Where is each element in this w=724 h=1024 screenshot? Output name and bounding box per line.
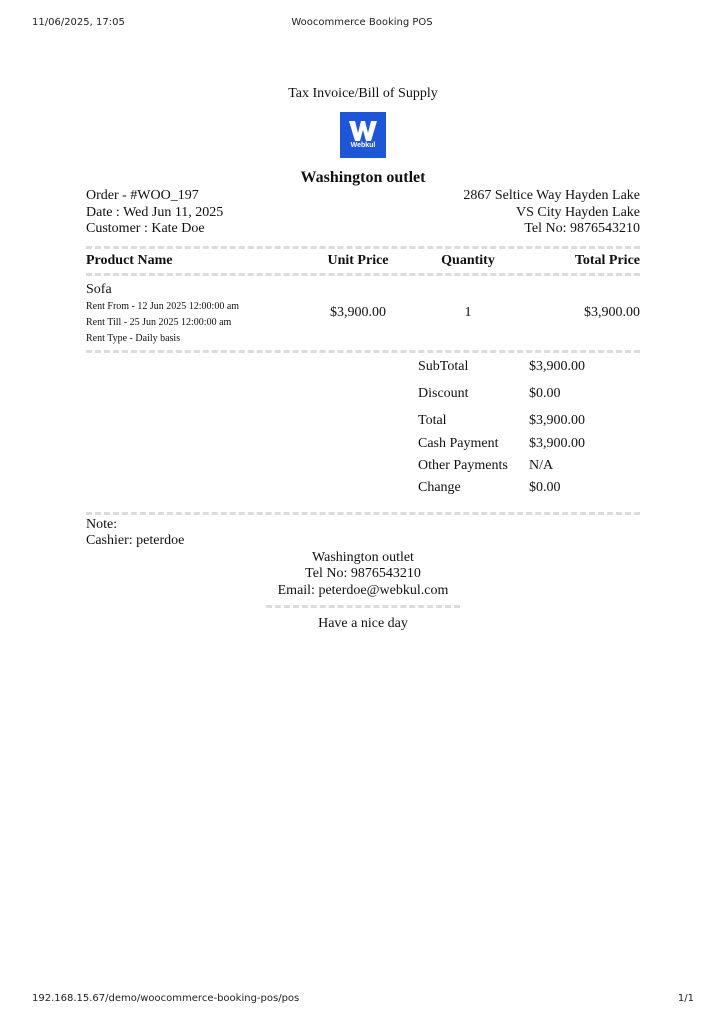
outlet-tel: Tel No: 9876543210 <box>524 221 640 236</box>
short-divider <box>266 605 460 608</box>
table-row <box>86 276 640 350</box>
order-info <box>86 188 640 238</box>
divider <box>86 350 640 353</box>
column-header-product: Product Name <box>86 252 173 268</box>
webkul-logo <box>340 112 386 158</box>
total-value: $3,900.00 <box>529 412 585 428</box>
column-header-quantity: Quantity <box>441 252 495 268</box>
total-row <box>418 409 640 433</box>
rent-till: Rent Till - 25 Jun 2025 12:00:00 am <box>86 316 232 328</box>
cash-payment-row <box>418 433 640 455</box>
cash-payment-value: $3,900.00 <box>529 435 585 451</box>
document-title: Tax Invoice/Bill of Supply <box>288 86 438 101</box>
address-line-1: 2867 Seltice Way Hayden Lake <box>463 188 640 203</box>
logo-text: Webkul <box>350 142 376 149</box>
receipt <box>86 84 640 633</box>
address-line-2: VS City Hayden Lake <box>515 204 640 220</box>
customer-name: Customer : Kate Doe <box>86 221 205 236</box>
rent-from: Rent From - 12 Jun 2025 12:00:00 am <box>86 300 240 312</box>
order-details <box>86 188 223 238</box>
subtotal-row <box>418 355 640 379</box>
unit-price: $3,900.00 <box>330 305 386 320</box>
table-header <box>86 249 640 273</box>
print-header <box>0 17 724 31</box>
print-footer <box>0 993 724 1007</box>
other-payments-value: N/A <box>529 457 554 473</box>
footer-email: Email: peterdoe@webkul.com <box>277 582 449 598</box>
discount-value: $0.00 <box>529 385 561 401</box>
rent-type: Rent Type - Daily basis <box>86 332 181 344</box>
column-header-total-price: Total Price <box>574 252 640 268</box>
discount-label: Discount <box>418 385 469 401</box>
change-value: $0.00 <box>529 479 561 495</box>
footer-tel: Tel No: 9876543210 <box>305 566 421 581</box>
outlet-name: Washington outlet <box>300 169 426 186</box>
thanks-message: Have a nice day <box>318 616 408 631</box>
totals-block <box>418 355 640 499</box>
subtotal-value: $3,900.00 <box>529 358 585 374</box>
logo-container <box>86 112 640 158</box>
footer-outlet-name: Washington outlet <box>312 549 414 565</box>
change-row <box>418 477 640 499</box>
outlet-address <box>463 188 640 238</box>
print-page-title: Woocommerce Booking POS <box>291 17 433 28</box>
order-number: Order - #WOO_197 <box>86 188 199 203</box>
column-header-unit-price: Unit Price <box>327 252 389 268</box>
other-payments-label: Other Payments <box>418 457 508 473</box>
divider <box>86 512 640 515</box>
discount-row <box>418 379 640 409</box>
print-url: 192.168.15.67/demo/woocommerce-booking-pos/pos <box>32 993 300 1004</box>
webkul-w-icon <box>349 121 377 141</box>
subtotal-label: SubTotal <box>418 358 469 374</box>
total-price: $3,900.00 <box>584 305 640 320</box>
print-datetime: 11/06/2025, 17:05 <box>32 17 125 28</box>
product-cell <box>86 280 301 347</box>
product-name: Sofa <box>86 281 112 297</box>
total-label: Total <box>418 412 447 428</box>
change-label: Change <box>418 479 461 495</box>
receipt-footer <box>86 517 640 633</box>
cash-payment-label: Cash Payment <box>418 435 499 451</box>
note: Note: <box>86 516 118 532</box>
other-payments-row <box>418 455 640 477</box>
print-page-count: 1/1 <box>677 993 694 1004</box>
order-date: Date : Wed Jun 11, 2025 <box>86 204 224 220</box>
cashier: Cashier: peterdoe <box>86 533 185 548</box>
quantity: 1 <box>464 305 472 320</box>
